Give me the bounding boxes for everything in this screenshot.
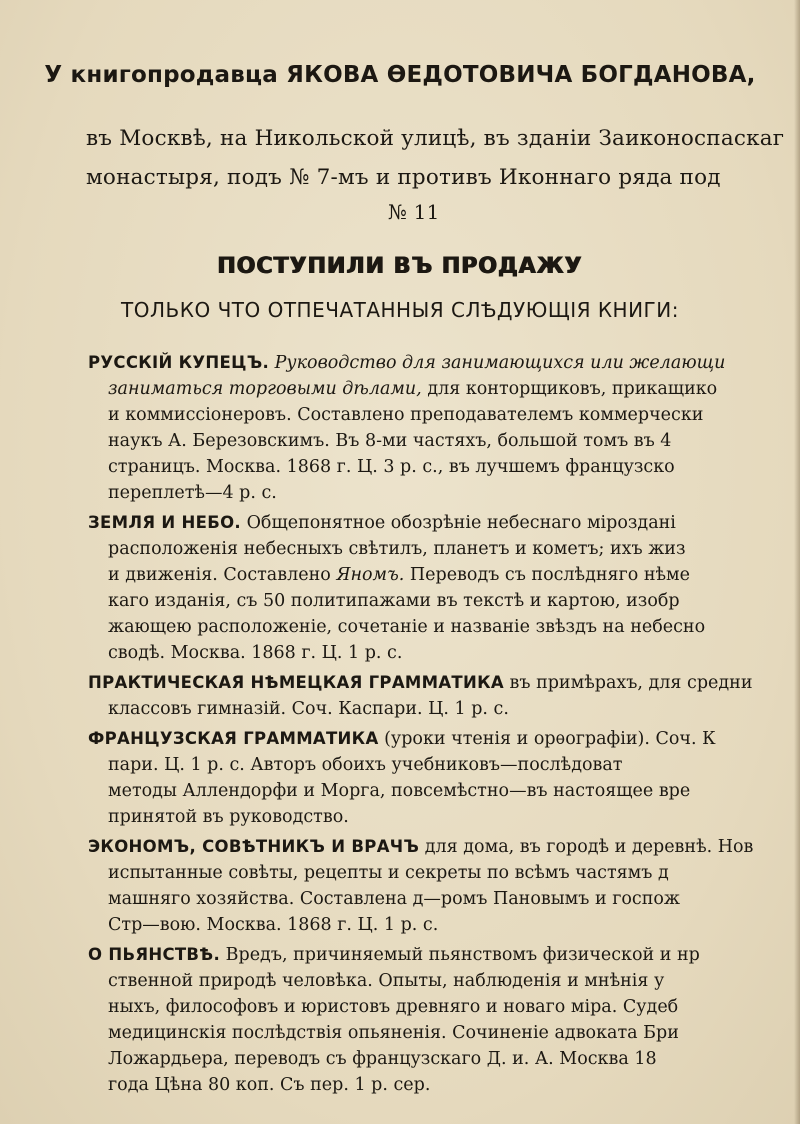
book-title: ЭКОНОМЪ, СОВѢТНИКЪ И ВРАЧЪ <box>88 837 420 856</box>
book-title: ФРАНЦУЗСКАЯ ГРАММАТИКА <box>88 729 379 748</box>
book-title: ПРАКТИЧЕСКАЯ НѢМЕЦКАЯ ГРАММАТИКА <box>88 673 504 692</box>
entry-line: принятой въ руководство. <box>108 807 349 827</box>
address-line-2: монастыря, подъ № 7-мъ и противъ Иконнаго ряда под <box>86 165 721 190</box>
entry-line: ныхъ, философовъ и юристовъ древняго и новаго міра. Судеб <box>108 997 679 1017</box>
entry-line <box>88 942 800 968</box>
entry-text: заниматься торговыми дѣлами, <box>108 379 422 399</box>
entry-text: въ примѣрахъ, для средни <box>509 673 753 693</box>
entry-line <box>88 834 800 860</box>
entry-line: страницъ. Москва. 1868 г. Ц. 3 р. с., въ лучшемъ французско <box>108 457 675 477</box>
entry-text: для дома, въ городѣ и деревнѣ. Нов <box>424 837 754 857</box>
book-entry-o-pyanstve <box>88 942 800 1098</box>
book-entry-ekonom <box>88 834 800 938</box>
entry-line: жающею расположеніе, сочетаніе и названіе звѣздъ на небесно <box>108 617 706 637</box>
entry-line: Ложардьера, переводъ съ французскаго Д. и. А. Москва 18 <box>108 1049 657 1069</box>
entry-line <box>88 562 800 588</box>
entry-line: пари. Ц. 1 р. с. Авторъ обоихъ учебниковъ—послѣдоват <box>108 755 623 775</box>
entry-line: ственной природѣ человѣка. Опыты, наблюденія и мнѣнія у <box>108 971 665 991</box>
entry-line: переплетѣ—4 р. с. <box>108 483 277 503</box>
entry-line: сводѣ. Москва. 1868 г. Ц. 1 р. с. <box>108 643 403 663</box>
book-entry-nemetskaya-grammatika <box>88 670 800 722</box>
entry-line <box>88 510 800 536</box>
entry-text: Вредъ, причиняемый пьянствомъ физической и нр <box>225 945 700 965</box>
entry-line <box>88 350 800 376</box>
book-entry-frantsuzskaya-grammatika <box>88 726 800 830</box>
entry-line <box>88 670 800 696</box>
entry-line: расположенія небесныхъ свѣтилъ, планетъ и кометъ; ихъ жиз <box>108 539 686 559</box>
entry-text: для конторщиковъ, прикащико <box>427 379 718 399</box>
entry-line: Стр—вою. Москва. 1868 г. Ц. 1 р. с. <box>108 915 439 935</box>
entry-text: Яномъ. <box>336 565 405 585</box>
book-list <box>88 350 800 1102</box>
entry-text: Общепонятное обозрѣніе небеснаго мірозданi <box>246 513 676 533</box>
entry-text: Руководство для занимающихся или желающи <box>274 353 726 373</box>
entry-line <box>88 376 800 402</box>
entry-line: машняго хозяйства. Составлена д—ромъ Пановымъ и госпож <box>108 889 680 909</box>
entry-line: и коммиссіонеровъ. Составлено преподавателемъ коммерчески <box>108 405 704 425</box>
subheadline: ТОЛЬКО ЧТО ОТПЕЧАТАННЫЯ СЛѢДУЮЩІЯ КНИГИ: <box>121 298 679 322</box>
entry-line: каго изданія, съ 50 политипажами въ текстѣ и картою, изобр <box>108 591 680 611</box>
headline: ПОСТУПИЛИ ВЪ ПРОДАЖУ <box>217 254 583 279</box>
entry-text: и движенія. Составлено <box>108 565 331 585</box>
entry-line: медицинскія послѣдствія опьяненія. Сочиненіе адвоката Бри <box>108 1023 679 1043</box>
entry-line: испытанные совѣты, рецепты и секреты по всѣмъ частямъ д <box>108 863 669 883</box>
book-entry-russkiy-kupets <box>88 350 800 506</box>
book-title: РУССКІЙ КУПЕЦЪ. <box>88 353 270 372</box>
entry-line: наукъ А. Березовскимъ. Въ 8-ми частяхъ, большой томъ въ 4 <box>108 431 672 451</box>
entry-text: Переводъ съ послѣдняго нѣме <box>409 565 691 585</box>
entry-line: классовъ гимназій. Соч. Каспари. Ц. 1 р. с. <box>108 699 509 719</box>
entry-text: (уроки чтенія и орѳографіи). Соч. К <box>384 729 716 749</box>
book-title: ЗЕМЛЯ И НЕБО. <box>88 513 241 532</box>
address-line-3: № 11 <box>388 200 440 224</box>
address-line-1: въ Москвѣ, на Никольской улицѣ, въ зданіи Заиконоспаскаг <box>86 126 785 151</box>
bookseller-header: У книгопродавца ЯКОВА ѲЕДОТОВИЧА БОГДАНОВА, <box>44 62 756 88</box>
entry-line: методы Аллендорфи и Морга, повсемѣстно—въ настоящее вре <box>108 781 691 801</box>
entry-line: года Цѣна 80 коп. Съ пер. 1 р. сер. <box>108 1075 431 1095</box>
entry-line <box>88 726 800 752</box>
book-entry-zemlya-i-nebo <box>88 510 800 666</box>
book-title: О ПЬЯНСТВѢ. <box>88 945 221 964</box>
